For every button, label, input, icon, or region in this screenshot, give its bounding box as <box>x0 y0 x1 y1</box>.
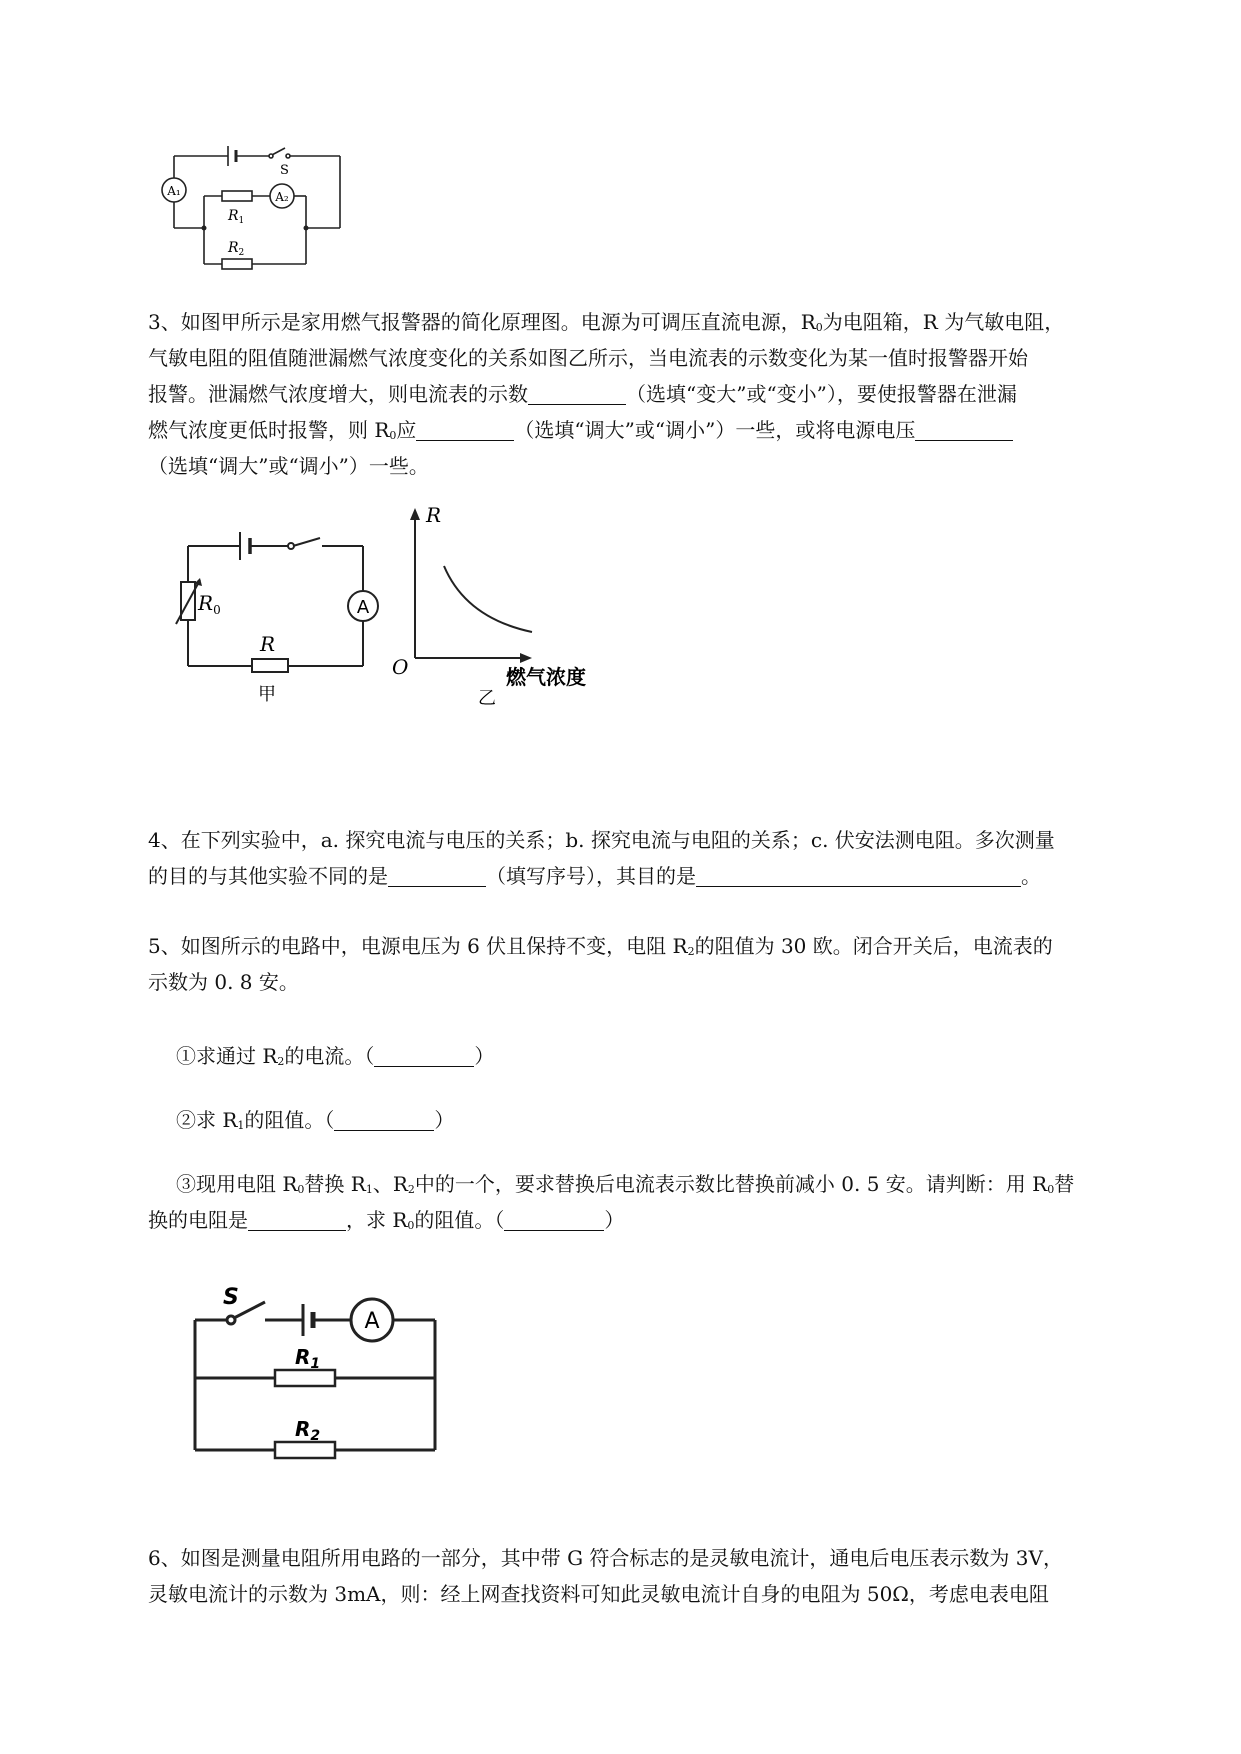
graph-x-axis-label: 燃气浓度 <box>506 665 586 689</box>
answer-blank[interactable] <box>388 864 486 887</box>
figure-yi-label: 乙 <box>478 688 496 709</box>
circuit-figure-q3 <box>160 500 680 710</box>
r0-label: $R_0$ <box>198 591 221 617</box>
r2-label: $R_2$ <box>295 1417 321 1444</box>
answer-blank[interactable] <box>374 1044 474 1067</box>
figure-jia-label: 甲 <box>258 684 276 705</box>
answer-blank[interactable] <box>504 1208 604 1231</box>
answer-blank[interactable] <box>528 382 626 405</box>
answer-blank[interactable] <box>915 418 1013 441</box>
ammeter-a1-label: A₁ <box>167 184 181 198</box>
question-6: 6、如图是测量电阻所用电路的一部分，其中带 G 符合标志的是灵敏电流计，通电后电压表示数为 3V， 灵敏电流计的示数为 3mA，则：经上网查找资料可知此灵敏电流计自身的电阻为 50Ω，考虑电表电阻 <box>148 1546 1063 1606</box>
question-4: 4、在下列实验中，a. 探究电流与电压的关系；b. 探究电流与电阻的关系；c. 伏安法测电阻。多次测量 的目的与其他实验不同的是 （填写序号），其目的是 。 <box>148 828 1055 888</box>
graph-origin-label: O <box>392 655 409 679</box>
switch-label: S <box>280 163 289 178</box>
r1-label: $R_1$ <box>228 208 245 226</box>
r2-label: $R_2$ <box>228 240 245 258</box>
answer-blank[interactable] <box>334 1108 434 1131</box>
answer-blank[interactable] <box>248 1208 346 1231</box>
ammeter-label: A <box>356 597 370 618</box>
question-3: 3、如图甲所示是家用燃气报警器的简化原理图。电源为可调压直流电源，$R_0$为电阻箱，R 为气敏电阻， 气敏电阻的阻值随泄漏燃气浓度变化的关系如图乙所示，当电流表的示数变化为某一值时报警器开始 报警。泄漏燃气浓度增大，则电流表的示数 （选填“变大”或“变小”），要使报警器在泄漏 燃气浓度更低时报警，则 $R_0$应 （选填“调大”或“调小”）一些，或将电源电压 （选填“调大”或“调小”）一些。 <box>148 310 1065 478</box>
ammeter-a2-label: A₂ <box>275 190 289 204</box>
circuit-figure-q5 <box>185 1284 455 1464</box>
ammeter-label: A <box>364 1309 380 1334</box>
r-label: R <box>260 632 276 656</box>
switch-label: S <box>223 1285 239 1310</box>
answer-blank[interactable] <box>696 864 1021 887</box>
question-5: 5、如图所示的电路中，电源电压为 6 伏且保持不变，电阻 $R_2$的阻值为 30 欧。闭合开关后，电流表的 示数为 0. 8 安。 <box>148 934 1053 994</box>
circuit-figure-q2 <box>167 140 390 280</box>
question-5-part-1: ①求通过 $R_2$的电流。（ ） <box>176 1044 495 1068</box>
question-5-part-2: ②求 $R_1$的阻值。（ ） <box>176 1108 455 1132</box>
r1-label: $R_1$ <box>295 1345 321 1372</box>
answer-blank[interactable] <box>416 418 514 441</box>
question-5-part-3: ③现用电阻 $R_0$替换 $R_1$、$R_2$中的一个，要求替换后电流表示数比替换前减小 0. 5 安。请判断：用 $R_0$替 换的电阻是 ，求 $R_0$的阻值。（ ） <box>148 1172 1075 1232</box>
graph-y-axis-label: R <box>426 503 442 527</box>
